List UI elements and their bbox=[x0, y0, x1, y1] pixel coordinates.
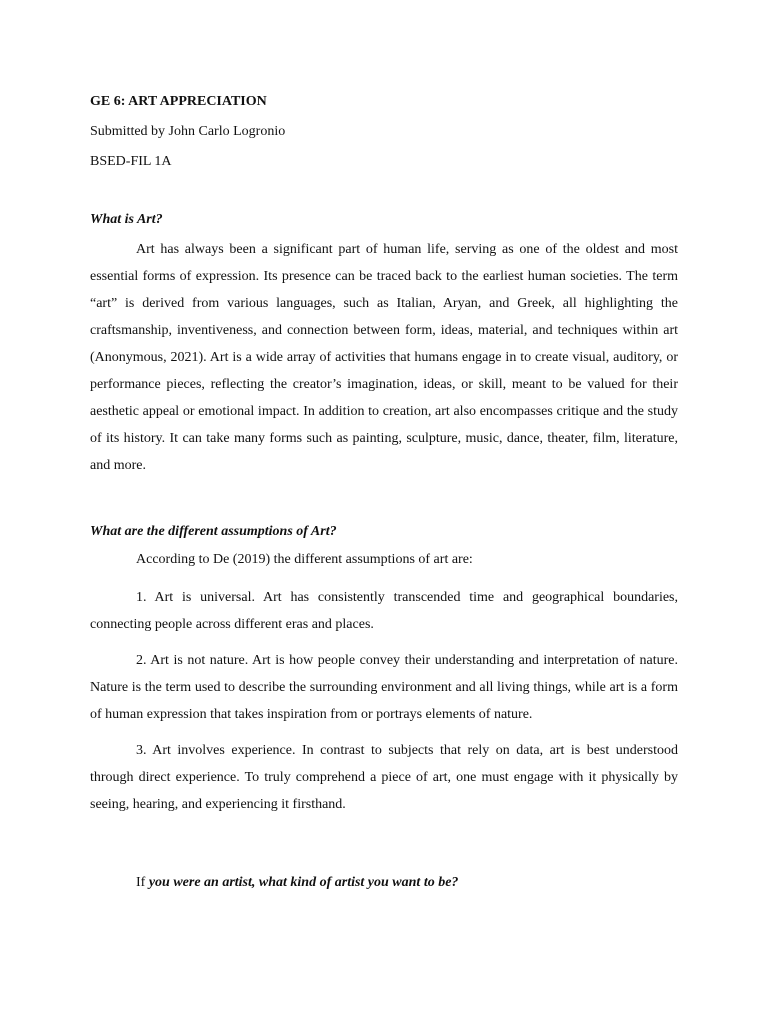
artist-question-prefix: If bbox=[136, 875, 146, 890]
assumption-item-1: 1. Art is universal. Art has consistently transcended time and geographical boundaries, connecting people across different eras and places. bbox=[90, 590, 678, 632]
heading-what-is-art: What is Art? bbox=[90, 212, 163, 227]
document-page bbox=[90, 0, 678, 1024]
assumptions-intro: According to De (2019) the different assumptions of art are: bbox=[136, 552, 473, 567]
heading-assumptions: What are the different assumptions of Art? bbox=[90, 524, 337, 539]
submitted-by: Submitted by John Carlo Logronio bbox=[90, 124, 286, 139]
paragraph-what-is-art: Art has always been a significant part of human life, serving as one of the oldest and most essential forms of expression. Its presence can be traced back to the earliest human societies. The term “art” is derived from various languages, such as Italian, Aryan, and Greek, all highlighting the craftsmanship, inventiveness, and connection between form, ideas, material, and techniques within art (Anonymous, 2021). Art is a wide array of activities that humans engage in to create visual, auditory, or performance pieces, reflecting the creator’s imagination, ideas, or skill, meant to be valued for their aesthetic appeal or emotional impact. In addition to creation, art also encompasses critique and the study of its history. It can take many forms such as painting, sculpture, music, dance, theater, film, literature, and more. bbox=[90, 242, 678, 473]
assumption-item-2: 2. Art is not nature. Art is how people convey their understanding and interpretation of nature. Nature is the term used to describe the surrounding environment and all living things, while art is a form of human expression that takes inspiration from or portrays elements of nature. bbox=[90, 653, 678, 722]
section-label: BSED-FIL 1A bbox=[90, 154, 172, 169]
artist-question-rest: you were an artist, what kind of artist you want to be? bbox=[145, 875, 459, 890]
course-title: GE 6: ART APPRECIATION bbox=[90, 94, 267, 109]
assumption-item-3: 3. Art involves experience. In contrast to subjects that rely on data, art is best understood through direct experience. To truly comprehend a piece of art, one must engage with it physically by seeing, hearing, and experiencing it firsthand. bbox=[90, 743, 678, 812]
heading-artist-question bbox=[136, 874, 458, 892]
